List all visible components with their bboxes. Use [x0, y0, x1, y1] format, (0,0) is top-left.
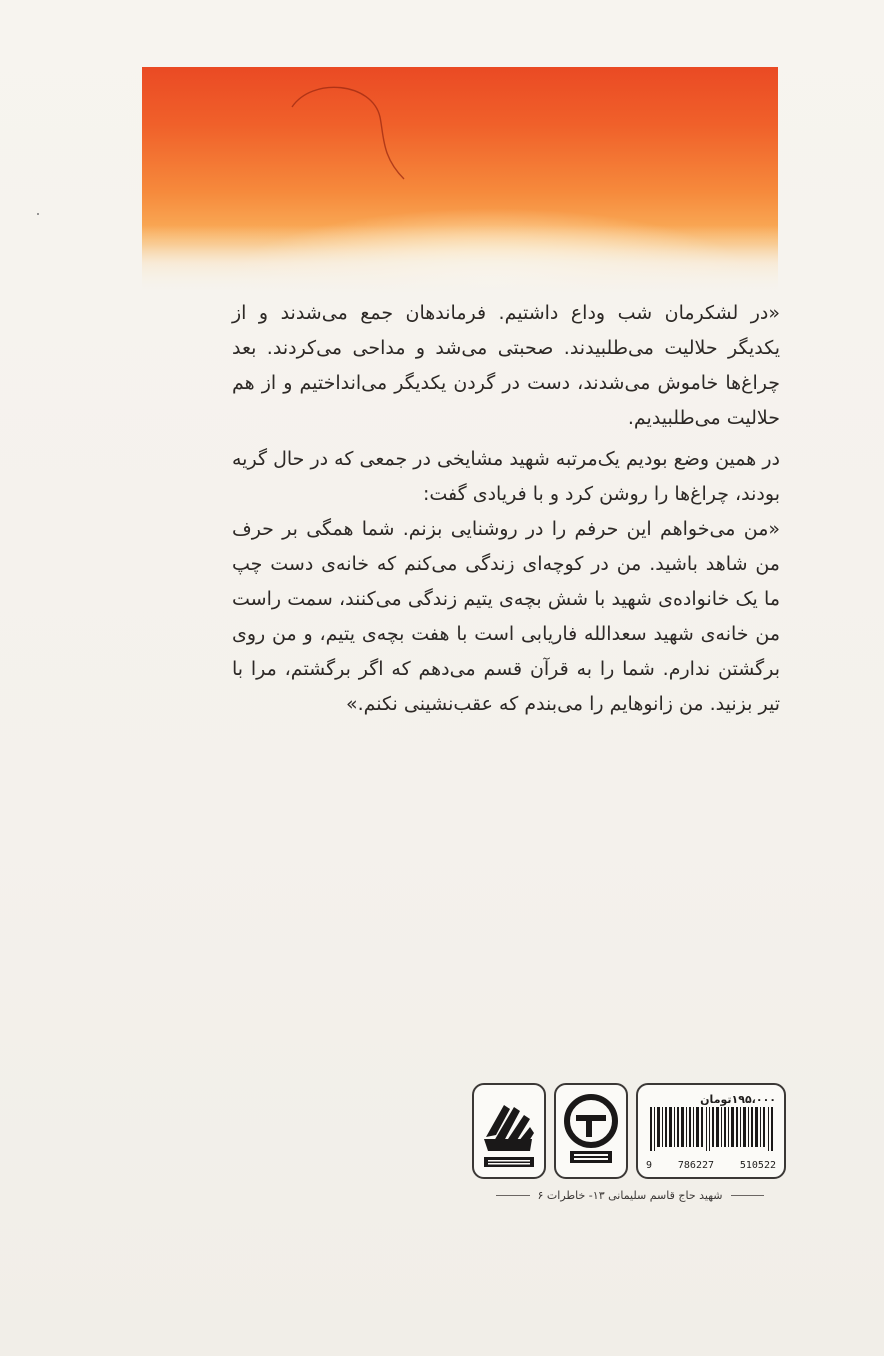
paragraph-2: در همین وضع بودیم یک‌مرتبه شهید مشایخی در جمعی که در حال گریه بودند، چراغ‌ها را روشن کرد و با فریادی گفت: — [232, 448, 780, 505]
sunset-image — [142, 67, 778, 295]
khat-moghadam-logo-icon — [556, 1085, 626, 1177]
isbn-group-2: 510522 — [739, 1160, 776, 1171]
isbn-group-1: 786227 — [677, 1160, 715, 1171]
rule-left — [496, 1195, 530, 1196]
isbn-lead: 9 — [646, 1160, 653, 1171]
isbn-digits — [646, 1160, 776, 1171]
paragraph-1: «در لشکرمان شب وداع داشتیم. فرماندهان جمع می‌شدند و از یکدیگر حلالیت می‌طلبیدند. صحبتی می‌شد و مداحی می‌کردند. بعد چراغ‌ها خاموش می‌شدند، دست در گردن یکدیگر می‌انداختیم و از هم حلالیت می‌طلبیدیم. — [232, 302, 780, 429]
excerpt-text — [232, 296, 780, 722]
publisher-logo-middle — [554, 1083, 628, 1179]
barcode-box — [636, 1083, 786, 1179]
rule-right — [731, 1195, 765, 1196]
hand-logo-icon — [474, 1085, 544, 1177]
paragraph-3: «من می‌خواهم این حرفم را در روشنایی بزنم. شما همگی بر حرف من شاهد باشید. من در کوچه‌ای زندگی می‌کنم که خانه‌ی دست چپ ما یک خانواده‌ی شهید با شش بچه‌ی یتیم زندگی می‌کنند، سمت راست من خانه‌ی شهید سعدالله فاریابی است با هفت بچه‌ی یتیم، و من روی برگشتن ندارم. شما را به قرآن قسم می‌دهم که اگر برگشتم، مرا با تیر بزنید. من زانوهایم را می‌بندم که عقب‌نشینی نکنم.» — [232, 518, 780, 715]
price-label: ۱۹۵،۰۰۰تومان — [700, 1093, 776, 1106]
sunset-fade — [142, 225, 778, 295]
series-caption — [496, 1189, 764, 1202]
speck — [37, 213, 39, 215]
series-title: شهید حاج قاسم سلیمانی ۱۳- خاطرات ۶ — [537, 1189, 723, 1202]
publisher-logo-left — [472, 1083, 546, 1179]
barcode-icon — [648, 1107, 778, 1151]
